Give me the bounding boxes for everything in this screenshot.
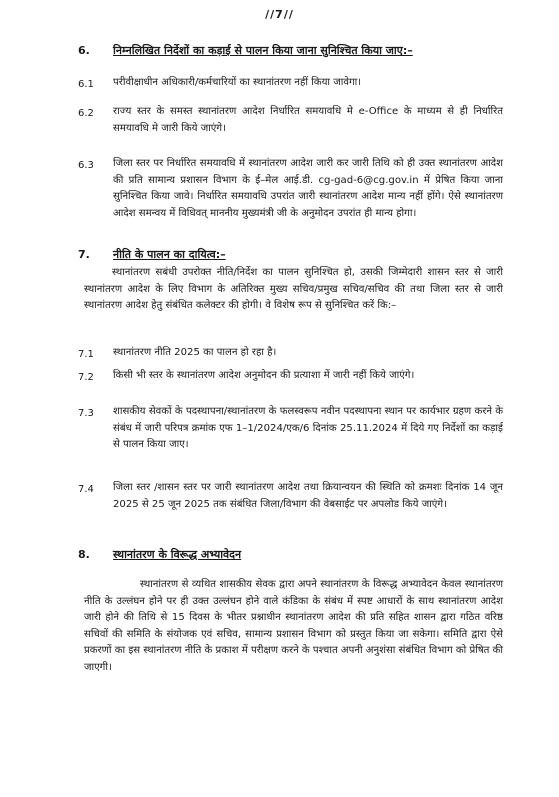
section-7-number: 7. [78,248,90,261]
item-7-1-text: स्थानांतरण नीति 2025 का पालन हो रहा है। [113,347,277,358]
item-7-2-text: किसी भी स्तर के स्थानांतरण आदेश अनुमोदन की प्रत्याशा में जारी नहीं किये जाएंगे। [113,370,415,381]
item-6-1-text: परीवीक्षाधीन अधिकारी/कर्मचारियों का स्थानांतरण नहीं किया जावेगा। [113,77,362,88]
item-6-1-number: 6.1 [78,79,94,90]
item-7-3-text: शासकीय सेवकों के पदस्थापना/स्थानांतरण के फलस्वरूप नवीन पदस्थापना स्थान पर कार्यभार ग्रहण करने के संबंध में जारी परिपत्र क्रमांक एफ 1–1/2024/एक/6 दिनांक 25.11.2024 में दिये गए निर्देशों का कड़ाई से पालन किया जाए। [113,406,503,450]
item-7-2-number: 7.2 [78,372,94,383]
section-8-title: स्थानांतरण के विरूद्ध अभ्यावेदन [113,548,242,561]
item-6-2-number: 6.2 [78,108,94,119]
section-8-number: 8. [78,548,90,561]
section-6-title: निम्नलिखित निर्देशों का कड़ाई से पालन किया जाना सुनिश्चित किया जाए:– [113,44,413,57]
section-8-body: स्थानांतरण से व्यथित शासकीय सेवक द्वारा अपने स्थानांतरण के विरूद्ध अभ्यावेदन केवल स्थानांतरण नीति के उल्लंघन होने पर ही उक्त उल्लंघन होने वाले कंडिका के संबंध में स्पष्ट आधारों के साथ स्थानांतरण आदेश जारी होने की तिथि से 15 दिवस के भीतर प्रश्नाधीन स्थानांतरण आदेश की प्रति सहित शासन द्वारा गठित वरिष्ठ सचिवों की समिति के संयोजक एवं सचिव, सामान्य प्रशासन विभाग को प्रस्तुत किया जा सकेगा। समिति द्वारा ऐसे प्रकरणों का इस स्थानांतरण नीति के प्रकाश में परीक्षण करने के पश्चात अपनी अनुशंसा संबंधित विभाग को प्रेषित की जाएगी। [84,579,503,673]
page-number: //7// [265,8,294,21]
item-7-1-number: 7.1 [78,349,94,360]
item-7-3-number: 7.3 [78,408,94,419]
section-7-title: नीति के पालन का दायित्व:– [113,248,226,261]
item-6-2-text: राज्य स्तर के समस्त स्थानांतरण आदेश निर्धारित समयावधि मे e-Office के माध्यम से ही निर्धारित समयावधि मे जारी किये जाएंगे। [113,106,503,134]
item-7-4-text: जिला स्तर /शासन स्तर पर जारी स्थानांतरण आदेश तथा क्रियान्वयन की स्थिति को क्रमशः दिनांक 14 जून 2025 से 25 जून 2025 तक संबंधित जिला/विभाग की वेबसाईट पर अपलोड किये जाएंगे। [113,482,503,510]
item-7-4-number: 7.4 [78,484,94,495]
item-6-3-text: जिला स्तर पर निर्धारित समयावधि में स्थानांतरण आदेश जारी कर जारी तिथि को ही उक्त स्थानांतरण आदेश की प्रति सामान्य प्रशासन विभाग के ई–मेल आई.डी. cg-gad-6@cg.gov.in में प्रेषित किया जाना सुनिश्चित किया जावे। निर्धारित समयावधि उपरांत जारी स्थानांतरण आदेश मान्य नहीं होंगे। ऐसे स्थानांतरण आदेश समन्वय में विधिवत् माननीय मुख्यमंत्री जी के अनुमोदन उपरांत ही मान्य होगा। [113,158,503,219]
item-6-3-number: 6.3 [78,160,94,171]
section-7-intro: स्थानांतरण सबंधी उपरोक्त नीति/निर्देश का पालन सुनिश्चित हो, उसकी जिम्मेदारी शासन स्तर से जारी स्थानांतरण आदेश के लिए विभाग के अतिरिक्त मुख्य सचिव/प्रमुख सचिव/सचिव की तथा जिला स्तर से जारी स्थानांतरण आदेश हेतु संबंधित कलेक्टर की होगी। वे विशेष रूप से सुनिश्चित करें कि:– [84,267,503,311]
section-6-number: 6. [78,44,90,57]
